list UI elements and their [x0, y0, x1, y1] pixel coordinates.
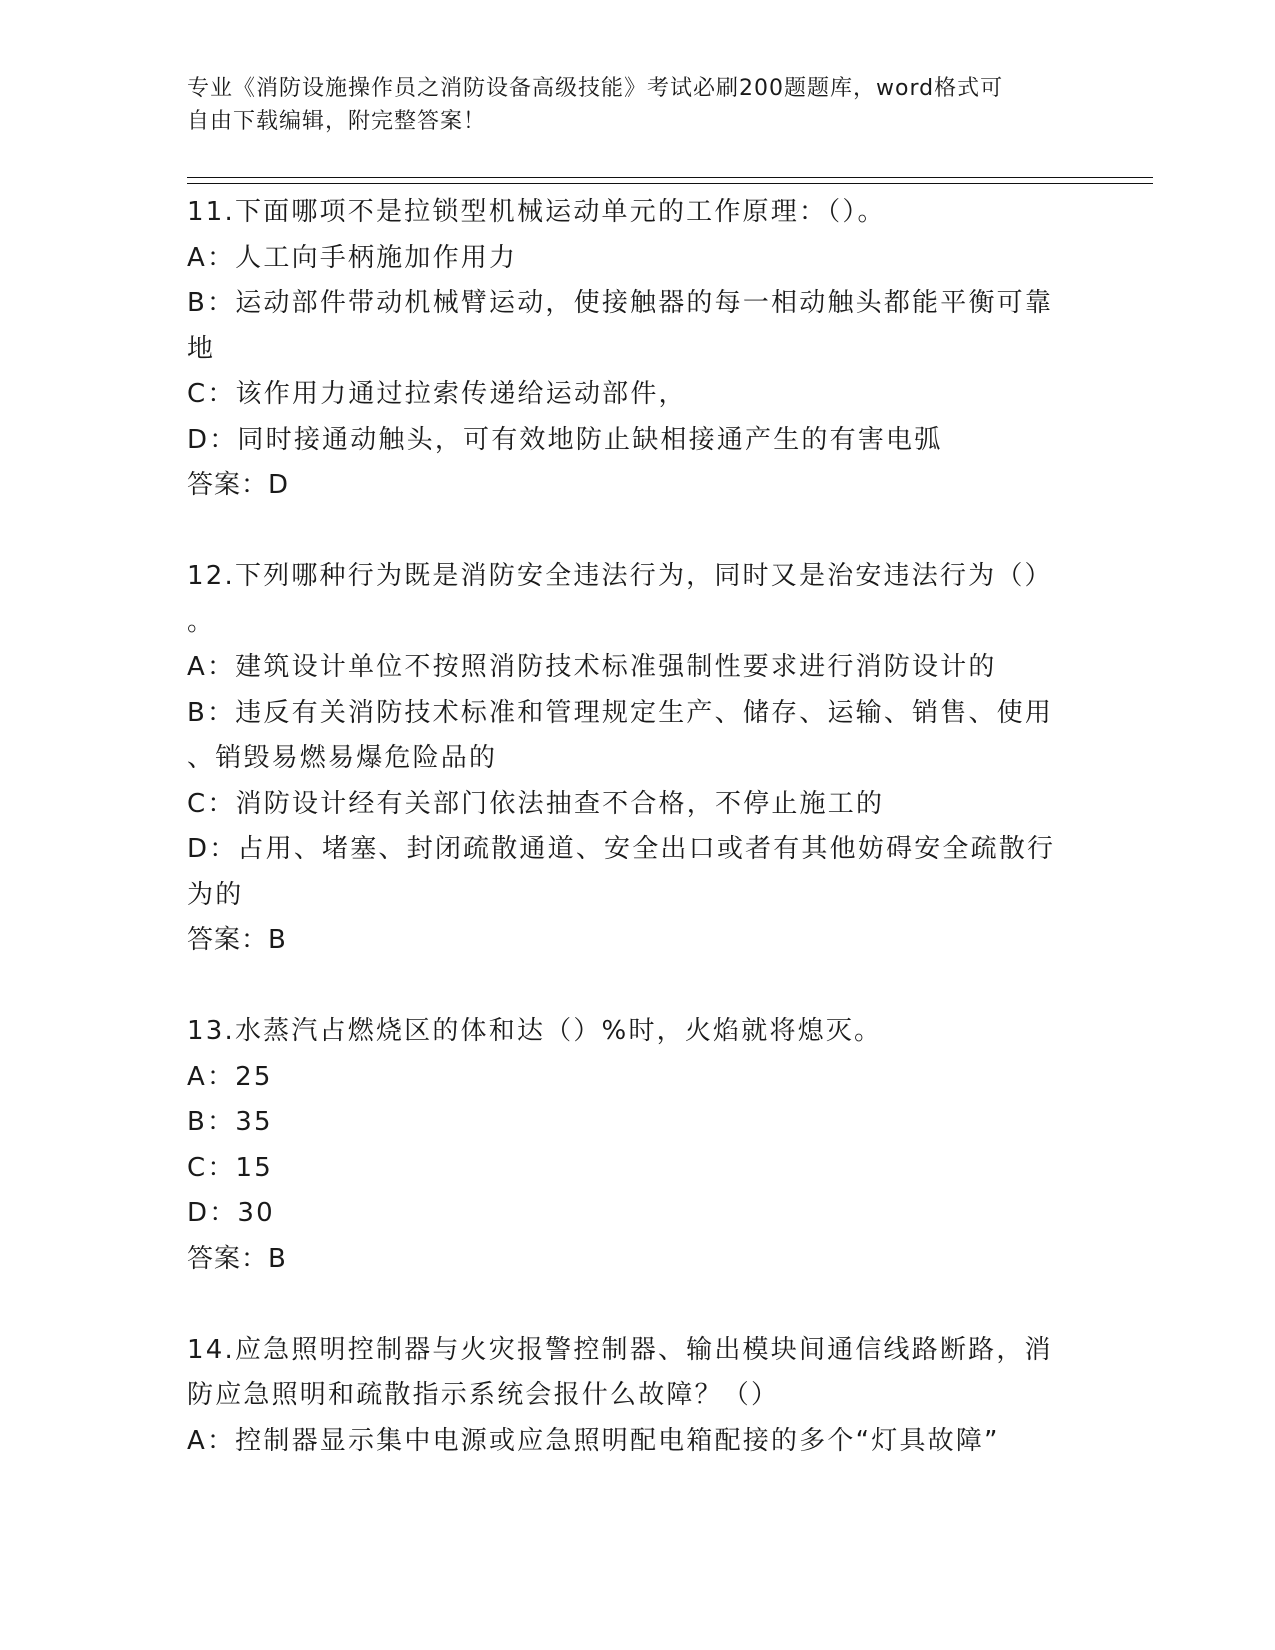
question-block [187, 190, 1077, 509]
question-block [187, 1328, 1077, 1465]
question-text: 13.水蒸汽占燃烧区的体和达（）%时，火焰就将熄灭。 [187, 1016, 883, 1046]
option-c: C：该作用力通过拉索传递给运动部件， [187, 379, 687, 409]
question-block [187, 1009, 1077, 1282]
option-b-continued: 、销毁易燃易爆危险品的 [187, 743, 498, 773]
option-a: A：人工向手柄施加作用力 [187, 242, 518, 273]
answer-line: 答案：B [187, 1243, 287, 1274]
option-a: A：25 [187, 1061, 273, 1092]
option-a: A：建筑设计单位不按照消防技术标准强制性要求进行消防设计的 [187, 652, 997, 682]
option-c: C：15 [187, 1152, 274, 1183]
header-line-2: 自由下载编辑，附完整答案！ [187, 109, 487, 134]
spacer [187, 1282, 1077, 1328]
option-d: D：30 [187, 1198, 275, 1228]
header-line-1: 专业《消防设施操作员之消防设备高级技能》考试必刷200题题库，word格式可 [187, 76, 1004, 101]
option-b-continued: 地 [187, 333, 216, 364]
spacer [187, 964, 1077, 1010]
question-text-continued: 防应急照明和疏散指示系统会报什么故障？（） [187, 1380, 780, 1410]
option-a: A：控制器显示集中电源或应急照明配电箱配接的多个“灯具故障” [187, 1425, 1000, 1456]
option-b: B：违反有关消防技术标准和管理规定生产、储存、运输、销售、使用 [187, 697, 1054, 728]
spacer [187, 509, 1077, 555]
question-text: 12.下列哪种行为既是消防安全违法行为，同时又是治安违法行为（） [187, 561, 1053, 591]
option-b: B：35 [187, 1107, 273, 1137]
option-d: D：占用、堵塞、封闭疏散通道、安全出口或者有其他妨碍安全疏散行 [187, 834, 1056, 864]
question-text: 14.应急照明控制器与火灾报警控制器、输出模块间通信线路断路，消 [187, 1334, 1053, 1365]
option-b: B：运动部件带动机械臂运动，使接触器的每一相动触头都能平衡可靠 [187, 288, 1054, 318]
option-d-continued: 为的 [187, 879, 244, 910]
document-header [187, 72, 1067, 138]
option-c: C：消防设计经有关部门依法抽查不合格，不停止施工的 [187, 788, 885, 819]
question-text: 11.下面哪项不是拉锁型机械运动单元的工作原理：（）。 [187, 197, 886, 227]
header-divider-bottom [187, 183, 1153, 184]
option-d: D：同时接通动触头，可有效地防止缺相接通产生的有害电弧 [187, 424, 943, 455]
header-divider-top [187, 177, 1153, 178]
question-text-continued: 。 [187, 606, 216, 637]
answer-line: 答案：D [187, 470, 290, 500]
answer-line: 答案：B [187, 925, 287, 955]
question-list [187, 190, 1077, 1464]
question-block [187, 554, 1077, 964]
